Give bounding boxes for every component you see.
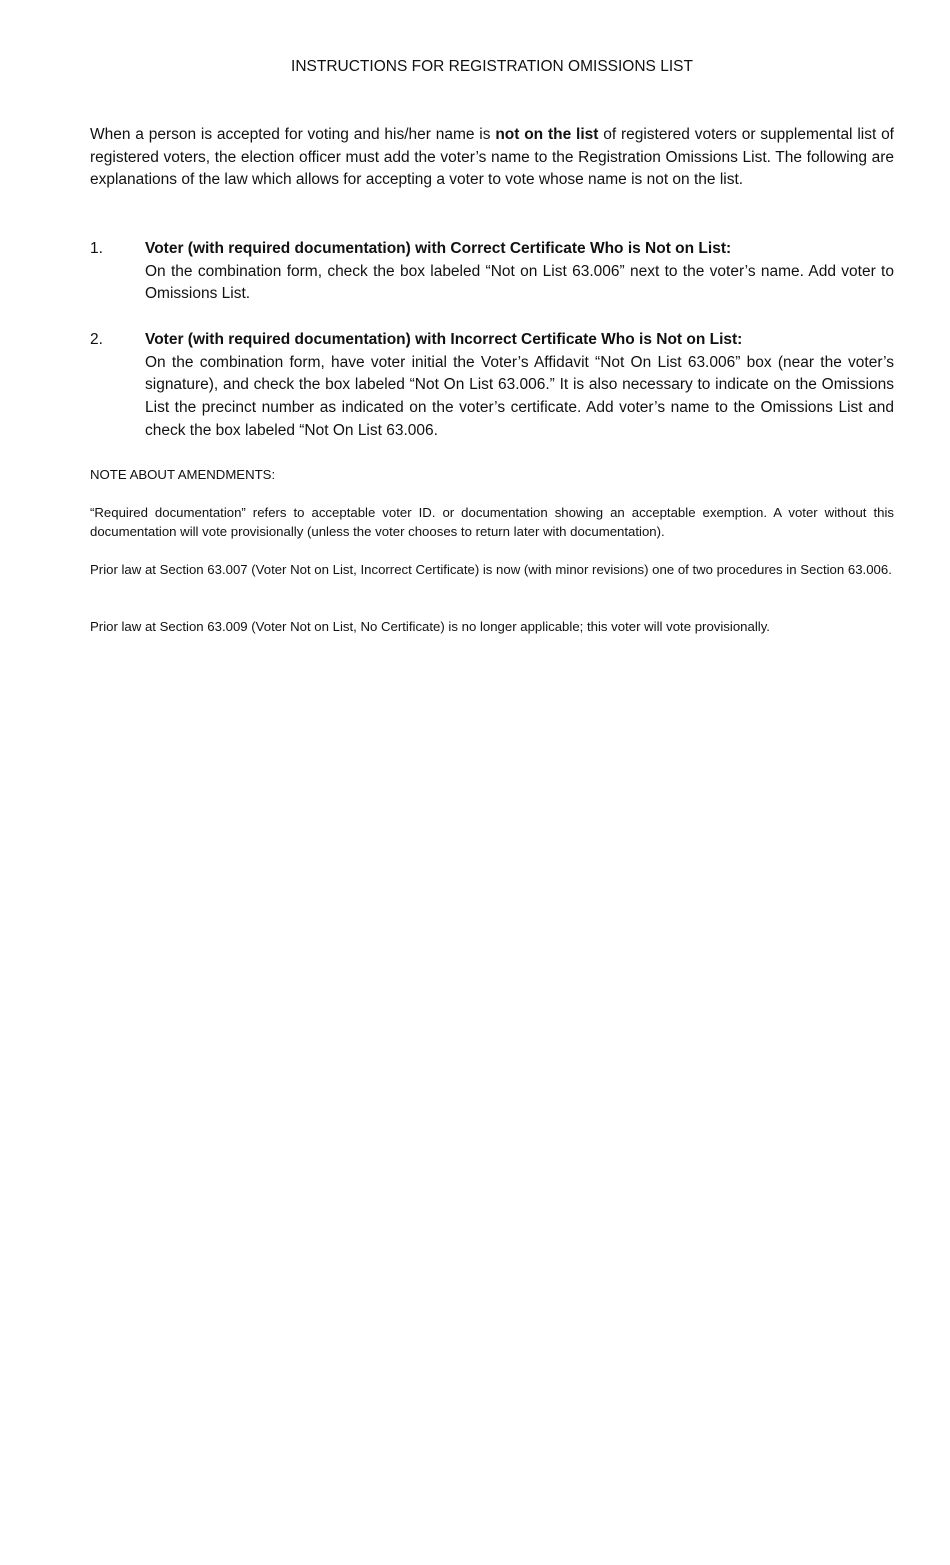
intro-paragraph <box>90 124 894 192</box>
note-heading: NOTE ABOUT AMENDMENTS: <box>90 467 276 482</box>
document-title: INSTRUCTIONS FOR REGISTRATION OMISSIONS LIST <box>291 58 693 75</box>
list-item-body <box>145 238 894 306</box>
intro-text-end: of registered voters or supplemental list of registered voters, the election officer must add the voter’s name to the Registration Omissions List. The following are explanations of the law which allows for accepting a voter to vote whose name is not on the list. <box>90 126 894 189</box>
list-item-heading: Voter (with required documentation) with Correct Certificate Who is Not on List: <box>145 240 732 257</box>
list-item-heading: Voter (with required documentation) with Incorrect Certificate Who is Not on List: <box>145 331 743 348</box>
intro-text-start: When a person is accepted for voting and his/her name is <box>90 126 496 143</box>
list-item-text: On the combination form, check the box labeled “Not on List 63.006” next to the voter’s name. Add voter to Omissions List. <box>145 262 894 303</box>
note-paragraph-1: “Required documentation” refers to acceptable voter ID. or documentation showing an acceptable exemption. A voter without this documentation will vote provisionally (unless the voter chooses to return later with documentation). <box>90 505 894 539</box>
list-item-number: 2. <box>90 331 103 348</box>
list-item-1 <box>90 238 894 306</box>
note-paragraph-2: Prior law at Section 63.007 (Voter Not on List, Incorrect Certificate) is now (with minor revisions) one of two procedures in Section 63.006. <box>90 562 892 577</box>
list-item-number: 1. <box>90 240 103 257</box>
note-paragraph-3: Prior law at Section 63.009 (Voter Not on List, No Certificate) is no longer applicable; this voter will vote provisionally. <box>90 619 770 634</box>
list-item-text: On the combination form, have voter initial the Voter’s Affidavit “Not On List 63.006” box (near the voter’s signature), and check the box labeled “Not On List 63.006.” It is also necessary to indicate on the Omissions List the precinct number as indicated on the voter’s certificate. Add voter’s name to the Omissions List and check the box labeled “Not On List 63.006. <box>145 353 894 439</box>
list-item-2 <box>90 329 894 443</box>
intro-emphasis: not on the list <box>495 126 599 143</box>
list-item-body <box>145 329 894 443</box>
